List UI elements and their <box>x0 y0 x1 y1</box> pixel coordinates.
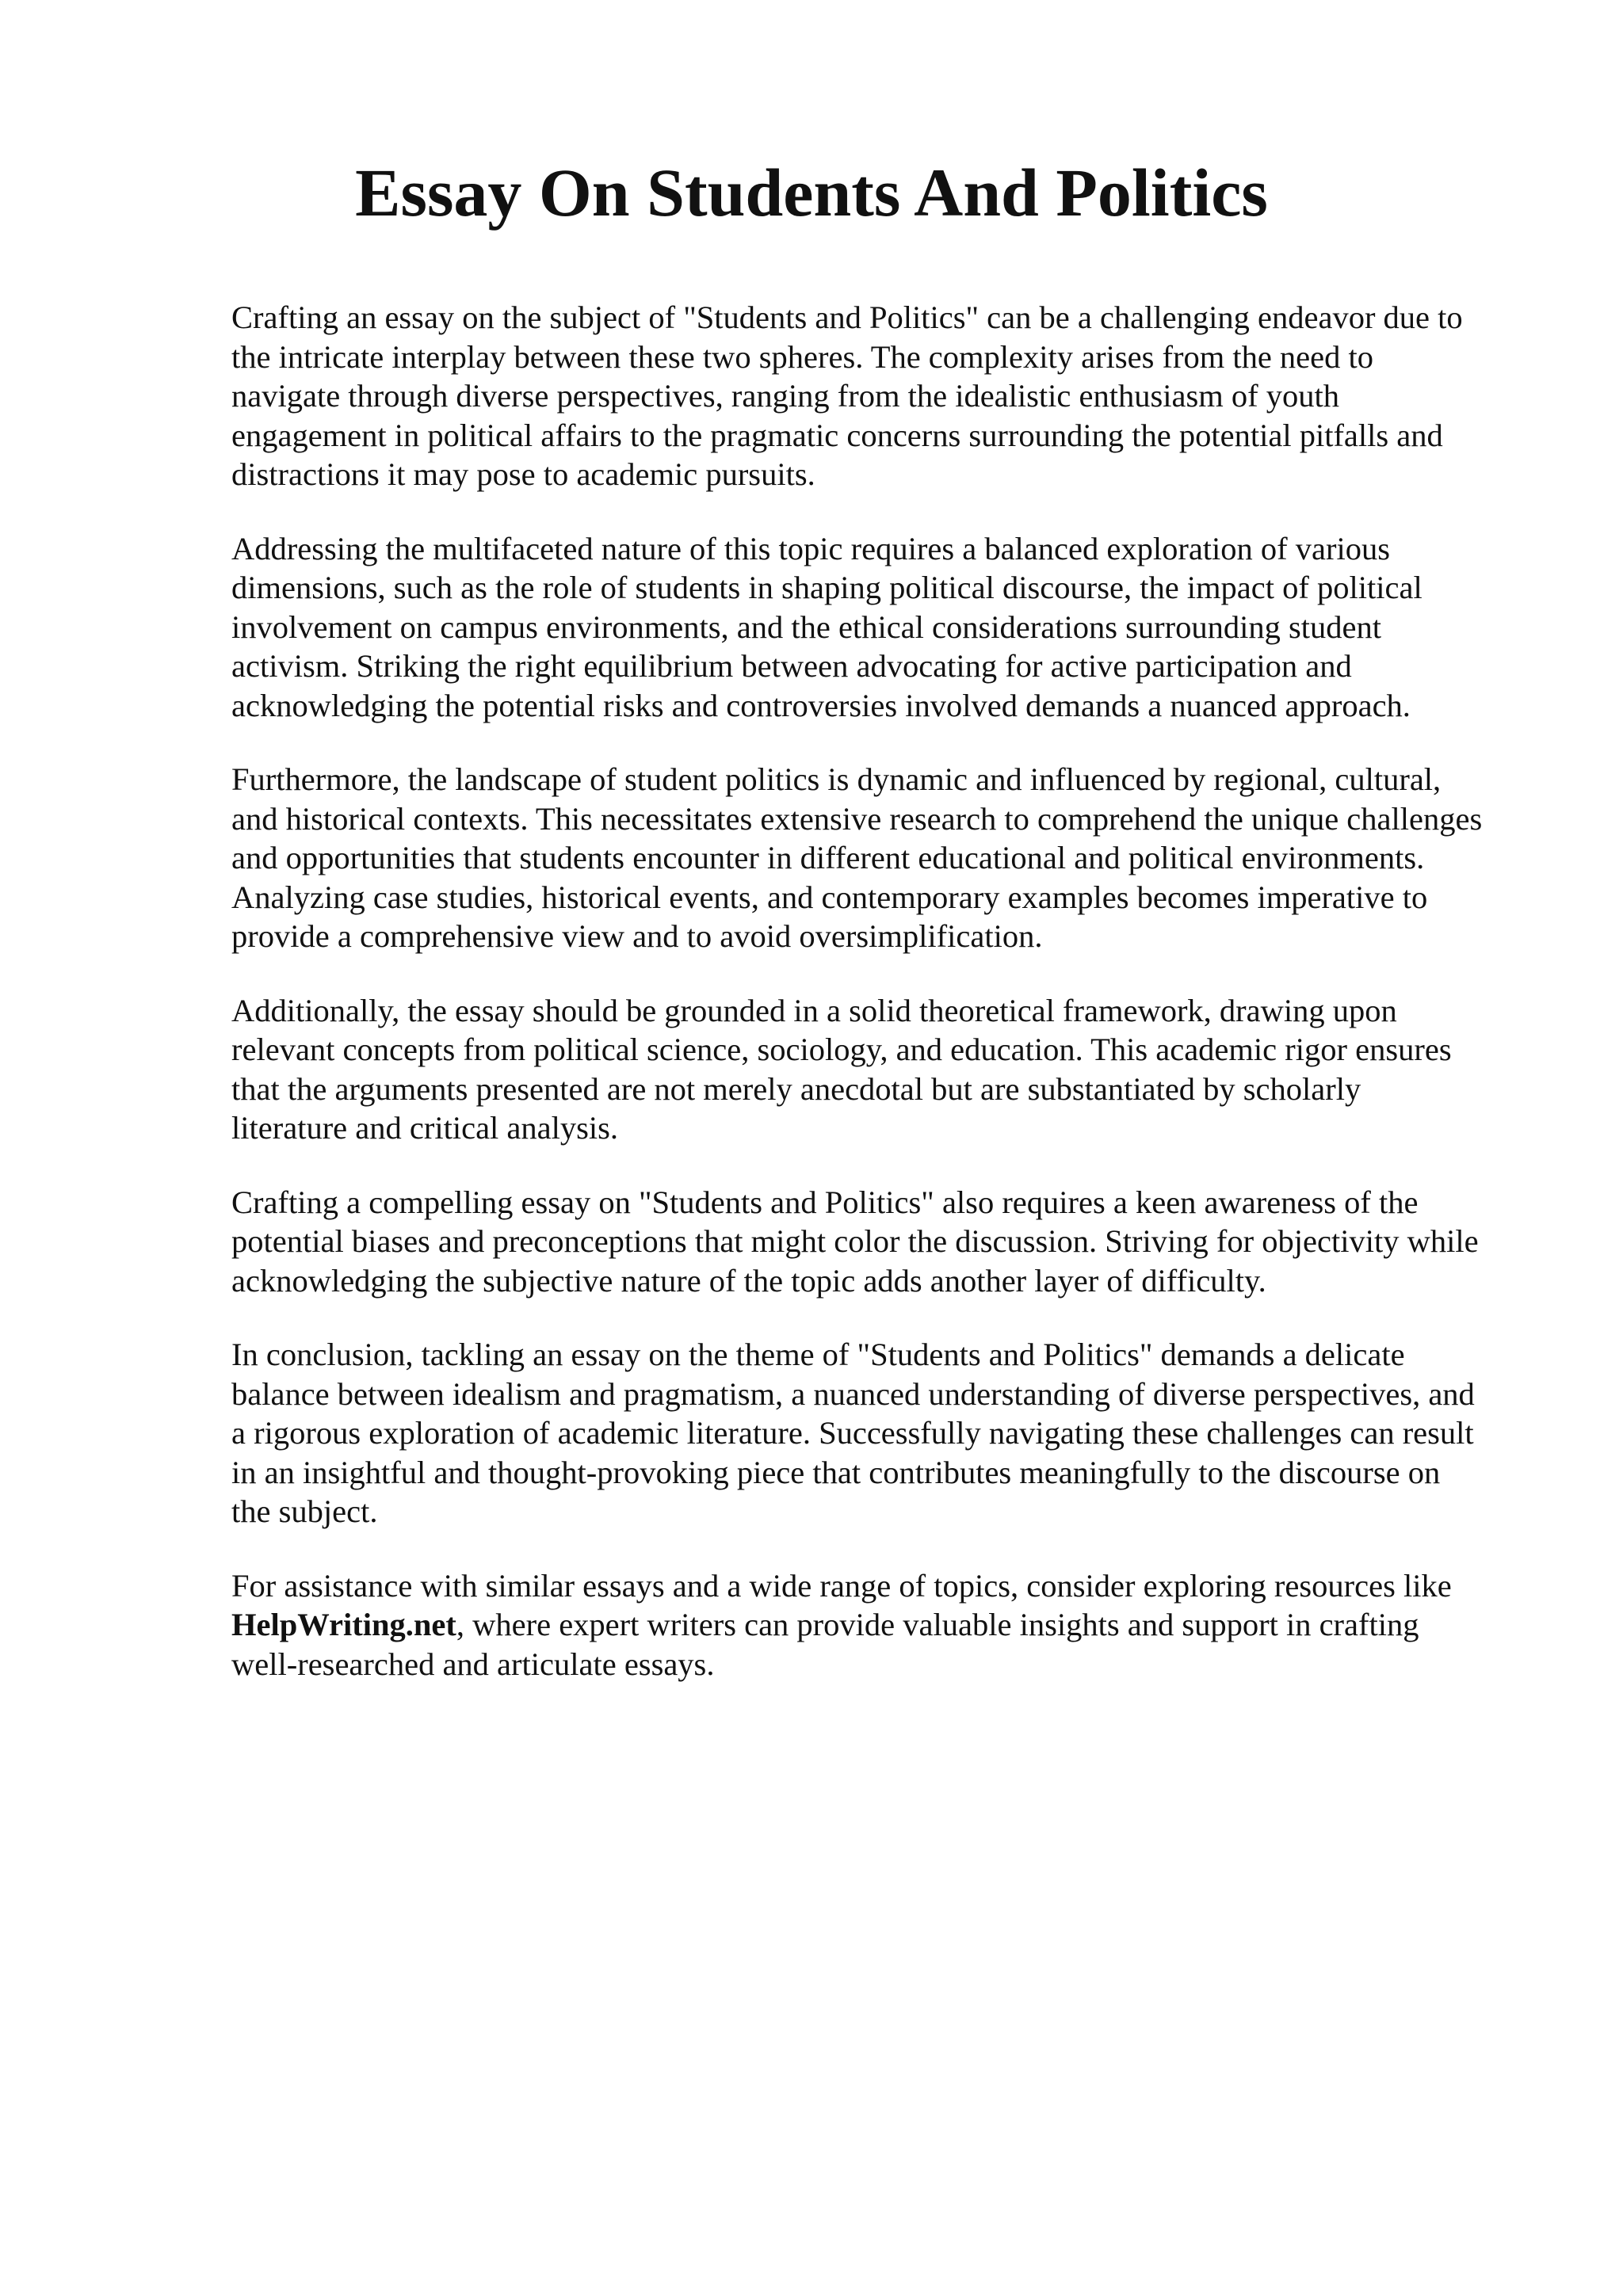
text-line: navigate through diverse perspectives, ranging from the idealistic enthusiasm of youth <box>231 378 1340 414</box>
helpwriting-link[interactable]: HelpWriting.net <box>231 1607 456 1642</box>
text-line: Analyzing case studies, historical events, and contemporary examples becomes imperative to <box>231 879 1428 915</box>
text-line: that the arguments presented are not merely anecdotal but are substantiated by scholarly <box>231 1070 1361 1107</box>
paragraph-closing <box>231 1566 1531 1684</box>
text-line: provide a comprehensive view and to avoid oversimplification. <box>231 918 1043 954</box>
paragraph-3 <box>231 760 1531 956</box>
text-line: relevant concepts from political science, sociology, and education. This academic rigor ensures <box>231 1032 1452 1067</box>
text-line: literature and critical analysis. <box>231 1110 619 1146</box>
text-line: and opportunities that students encounter in different educational and political environments. <box>231 840 1425 875</box>
essay-body <box>231 298 1531 1718</box>
paragraph-1 <box>231 298 1531 494</box>
text-line: in an insightful and thought-provoking piece that contributes meaningfully to the discourse on <box>231 1454 1441 1490</box>
paragraph-4 <box>231 991 1531 1148</box>
text-line: balance between idealism and pragmatism, a nuanced understanding of diverse perspectives, and <box>231 1375 1475 1412</box>
text-line: Crafting an essay on the subject of "Students and Politics" can be a challenging endeavor due to <box>231 299 1463 335</box>
text-line: acknowledging the subjective nature of the topic adds another layer of difficulty. <box>231 1262 1266 1299</box>
text-line: and historical contexts. This necessitates extensive research to comprehend the unique challenges <box>231 800 1483 837</box>
text-fragment: , where expert writers can provide valuable insights and support in crafting <box>456 1607 1419 1642</box>
paragraph-2 <box>231 529 1531 726</box>
text-line: Crafting a compelling essay on "Students and Politics" also requires a keen awareness of the <box>231 1184 1419 1220</box>
text-line: dimensions, such as the role of students in shaping political discourse, the impact of political <box>231 570 1423 605</box>
text-line <box>231 1605 1531 1645</box>
text-line: potential biases and preconceptions that might color the discussion. Striving for objectivity while <box>231 1223 1479 1259</box>
text-line: engagement in political affairs to the pragmatic concerns surrounding the potential pitfalls and <box>231 417 1443 453</box>
text-line: Additionally, the essay should be grounded in a solid theoretical framework, drawing upon <box>231 992 1397 1028</box>
page-title: Essay On Students And Politics <box>355 154 1268 231</box>
text-line: Addressing the multifaceted nature of this topic requires a balanced exploration of various <box>231 530 1391 566</box>
text-line: well-researched and articulate essays. <box>231 1646 715 1682</box>
text-line: Furthermore, the landscape of student politics is dynamic and influenced by regional, cultural, <box>231 761 1442 797</box>
text-line: involvement on campus environments, and the ethical considerations surrounding student <box>231 608 1381 645</box>
text-line: distractions it may pose to academic pursuits. <box>231 456 815 492</box>
text-line: acknowledging the potential risks and controversies involved demands a nuanced approach. <box>231 687 1411 723</box>
text-line: a rigorous exploration of academic literature. Successfully navigating these challenges can result <box>231 1415 1474 1451</box>
text-line: activism. Striking the right equilibrium between advocating for active participation and <box>231 648 1352 684</box>
text-line: the intricate interplay between these two spheres. The complexity arises from the need to <box>231 338 1374 375</box>
text-line: For assistance with similar essays and a wide range of topics, consider exploring resources like <box>231 1567 1452 1604</box>
text-line: the subject. <box>231 1493 378 1529</box>
paragraph-6 <box>231 1335 1531 1531</box>
paragraph-5 <box>231 1183 1531 1301</box>
text-line: In conclusion, tackling an essay on the theme of "Students and Politics" demands a delicate <box>231 1337 1405 1372</box>
